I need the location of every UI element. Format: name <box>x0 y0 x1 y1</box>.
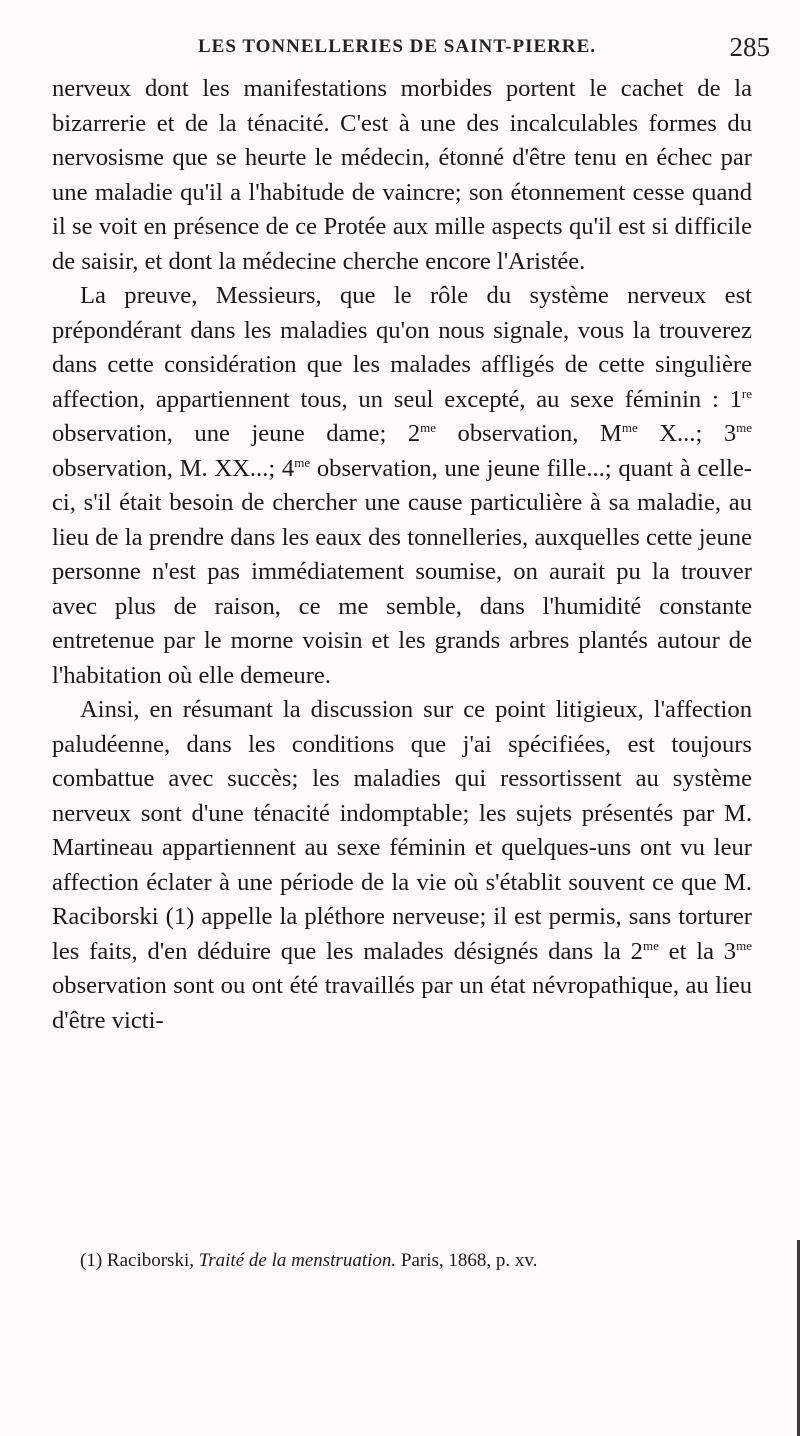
superscript: re <box>741 385 752 401</box>
paragraph-3 <box>52 693 752 1038</box>
superscript: me <box>736 420 752 435</box>
superscript: me <box>294 454 311 470</box>
paragraph-1 <box>52 72 752 279</box>
footnote <box>80 1250 740 1272</box>
superscript: me <box>642 937 659 953</box>
text-segment: observation sont ou ont été travaillés par un état névropathique, au lieu d'être victi- <box>52 972 752 1034</box>
text-segment: La preuve, Messieurs, que le rôle du système nerveux est prépondérant dans les maladies qu'on nous signale, vous la trouverez dans cette considération que les malades affligés de cette singulière affection, appartiennent tous, un seul excepté, au sexe féminin : 1 <box>52 282 752 413</box>
text-segment: et la 3 <box>658 937 737 965</box>
text-segment: observation, une jeune dame; 2 <box>52 420 421 447</box>
superscript: me <box>736 937 752 953</box>
text-segment: observation, M <box>436 420 622 447</box>
footnote-citation: Paris, 1868, p. xv. <box>396 1250 538 1271</box>
footnote-marker: (1) Raciborski, <box>80 1250 199 1271</box>
superscript: me <box>420 420 437 435</box>
paragraph-1-text: nerveux dont les manifestations morbides portent le cachet de la bizarrerie et de la ténacité. C'est à une des incalculables formes du nervosisme que se heurte le médecin, étonné d'être tenu en échec par une maladie qu'il a l'habitude de vaincre; son étonnement cesse quand il se voit en présence de ce Protée aux mille aspects qu'il est si difficile de saisir, et dont la médecine cherche encore l'Aristée. <box>52 75 752 275</box>
text-segment: observation, M. XX...; 4 <box>52 454 295 482</box>
page-number: 285 <box>729 32 770 62</box>
body-text <box>52 72 752 1038</box>
paragraph-2 <box>52 279 752 693</box>
page-header <box>52 34 770 68</box>
footnote-title: Traité de la menstruation. <box>198 1250 397 1271</box>
superscript: me <box>621 420 638 435</box>
running-title: LES TONNELLERIES DE SAINT-PIERRE. <box>198 36 597 57</box>
text-segment: X...; 3 <box>637 420 737 447</box>
text-segment: observation, une jeune fille...; quant à celle-ci, s'il était besoin de chercher une cause particulière à sa maladie, au lieu de la prendre dans les eaux des tonnelleries, auxquelles cette jeune personne n'est pas immédiatement soumise, on aurait pu la trouver avec plus de raison, ce me semble, dans l'humidité constante entretenue par le morne voisin et les grands arbres plantés autour de l'habitation où elle demeure. <box>52 454 752 689</box>
text-segment: Ainsi, en résumant la discussion sur ce point litigieux, l'affection paludéenne, dans les conditions que j'ai spécifiées, est toujours combattue avec succès; les maladies qui ressortissent au système nerveux sont d'une ténacité indomptable; les sujets présentés par M. Martineau appartiennent au sexe féminin et quelques-uns ont vu leur affection éclater à une période de la vie où s'établit souvent ce que M. Raciborski (1) appelle la pléthore nerveuse; il est permis, sans torturer les faits, d'en déduire que les malades désignés dans la 2 <box>52 696 752 965</box>
